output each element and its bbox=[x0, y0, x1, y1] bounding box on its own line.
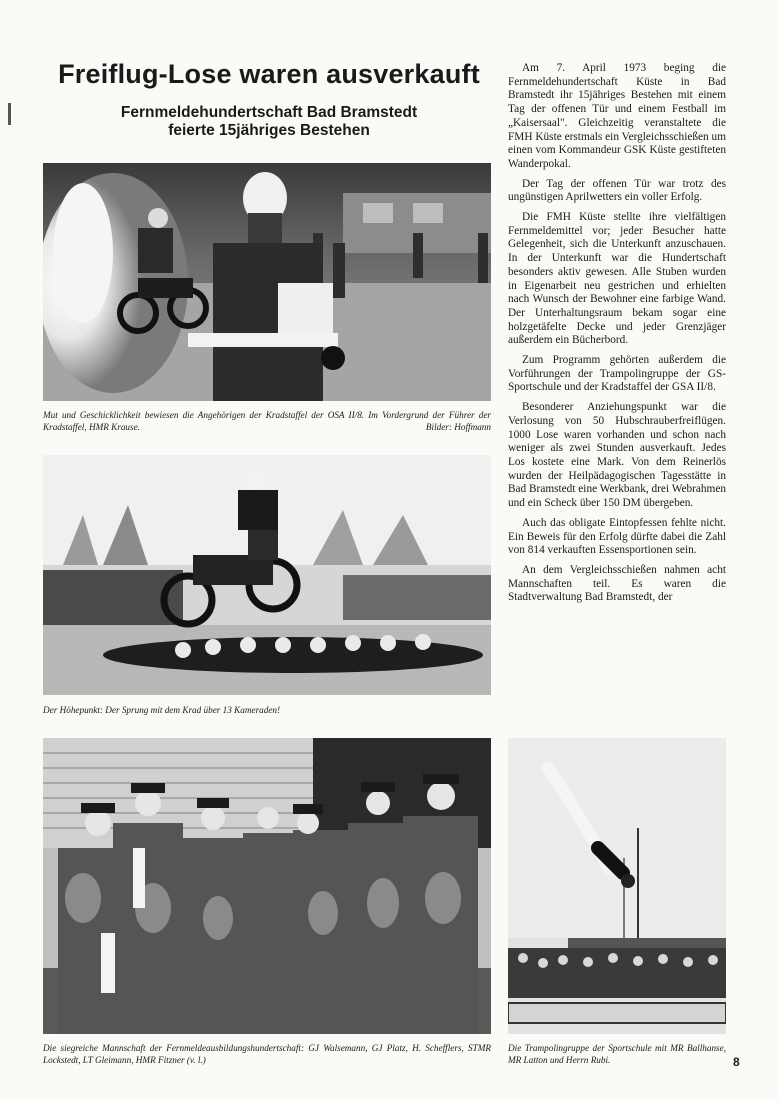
photo-trampoline bbox=[508, 738, 726, 1034]
subheadline-line-2: feierte 15jähriges Bestehen bbox=[168, 122, 370, 139]
subheadline-line-1: Fernmeldehundertschaft Bad Bramstedt bbox=[120, 104, 418, 121]
article-paragraph: Am 7. April 1973 beging die Fernmeldehundertschaft Küste in Bad Bramstedt ihr 15jähriges Bestehen mit einem Tag der offenen Tür und einem Festball im „Kaisersaal". Gleichzeitig veranstaltete die FMH Küste erstmals ein Vergleichsschießen um einen vom Kommandeur GSK Küste gestifteten Wanderpokal. bbox=[508, 62, 726, 170]
page-number: 8 bbox=[733, 1055, 740, 1069]
photo-winning-team bbox=[43, 738, 491, 1034]
article-paragraph: Auch das obligate Eintopfessen fehlte nicht. Ein Beweis für den Erfolg dürfte dabei die Zahl von 814 verkauften Essensportionen sein. bbox=[508, 516, 726, 557]
article-paragraph: Besonderer Anziehungspunkt war die Verlosung von 50 Hubschrauberfreiflügen. 1000 Lose waren vorhanden und schon nach weniger als zwei Stunden ausverkauft. Jedes Los kostete eine Mark. Von dem Reinerlös wurden der Heilpädagogischen Tagesstätte in Bad Bramstedt eine Werkbank, drei Webrahmen und ein Scheck über 150 DM übergeben. bbox=[508, 401, 726, 510]
article-paragraph: Die FMH Küste stellte ihre vielfältigen Fernmeldemittel vor; jeder Besucher hatte Gelegenheit, sich die Unterkunft anzuschauen. In der Unterkunft war die Hundertschaft besonders aktiv gewesen. Alle Stuben wurden in Eigenarbeit neu gestrichen und erhielten nach Wunsch der Bewohner eine farbige Wand. Der Unterhaltungsraum bekam sogar eine holzgetäfelte Decke und jeder Grenzjäger außerdem ein Bücherbord. bbox=[508, 211, 726, 347]
subheadline bbox=[44, 104, 494, 140]
article-paragraph: An dem Vergleichsschießen nahmen acht Mannschaften teil. Es waren die Stadtverwaltung Bad Bramstedt, der bbox=[508, 563, 726, 604]
article-paragraph: Der Tag der offenen Tür war trotz des ungünstigen Aprilwetters ein voller Erfolg. bbox=[508, 177, 726, 204]
photo-credit: Bilder: Hoffmann bbox=[425, 422, 491, 432]
headline: Freiflug-Lose waren ausverkauft bbox=[58, 59, 480, 89]
caption-fire-text: Mut und Geschicklichkeit bewiesen die Angehörigen der Kradstaffel der OSA II/8. Im Vordergrund der Führer der Kradstaffel, HMR Krause. bbox=[43, 410, 491, 432]
photo-motorcycle-jump bbox=[43, 455, 491, 695]
article-paragraph: Zum Programm gehörten außerdem die Vorführungen der Trampolingruppe der GS-Sportschule und der Kradstaffel der GSA II/8. bbox=[508, 354, 726, 394]
caption-team: Die siegreiche Mannschaft der Fernmeldeausbildungshundertschaft: GJ Walsemann, GJ Platz, H. Schefflers, STMR Lockstedt, LT Gleimann, HMR Fitzner (v. l.) bbox=[43, 1043, 491, 1065]
caption-trampoline: Die Trampolingruppe der Sportschule mit MR Ballhanse, MR Latton und Herrn Rubi. bbox=[508, 1043, 726, 1065]
article-body bbox=[508, 62, 726, 611]
photo-motorcycle-fire bbox=[43, 163, 491, 401]
caption-jump: Der Höhepunkt: Der Sprung mit dem Krad über 13 Kameraden! bbox=[43, 705, 281, 715]
caption-fire bbox=[43, 409, 491, 433]
margin-mark bbox=[8, 103, 11, 125]
